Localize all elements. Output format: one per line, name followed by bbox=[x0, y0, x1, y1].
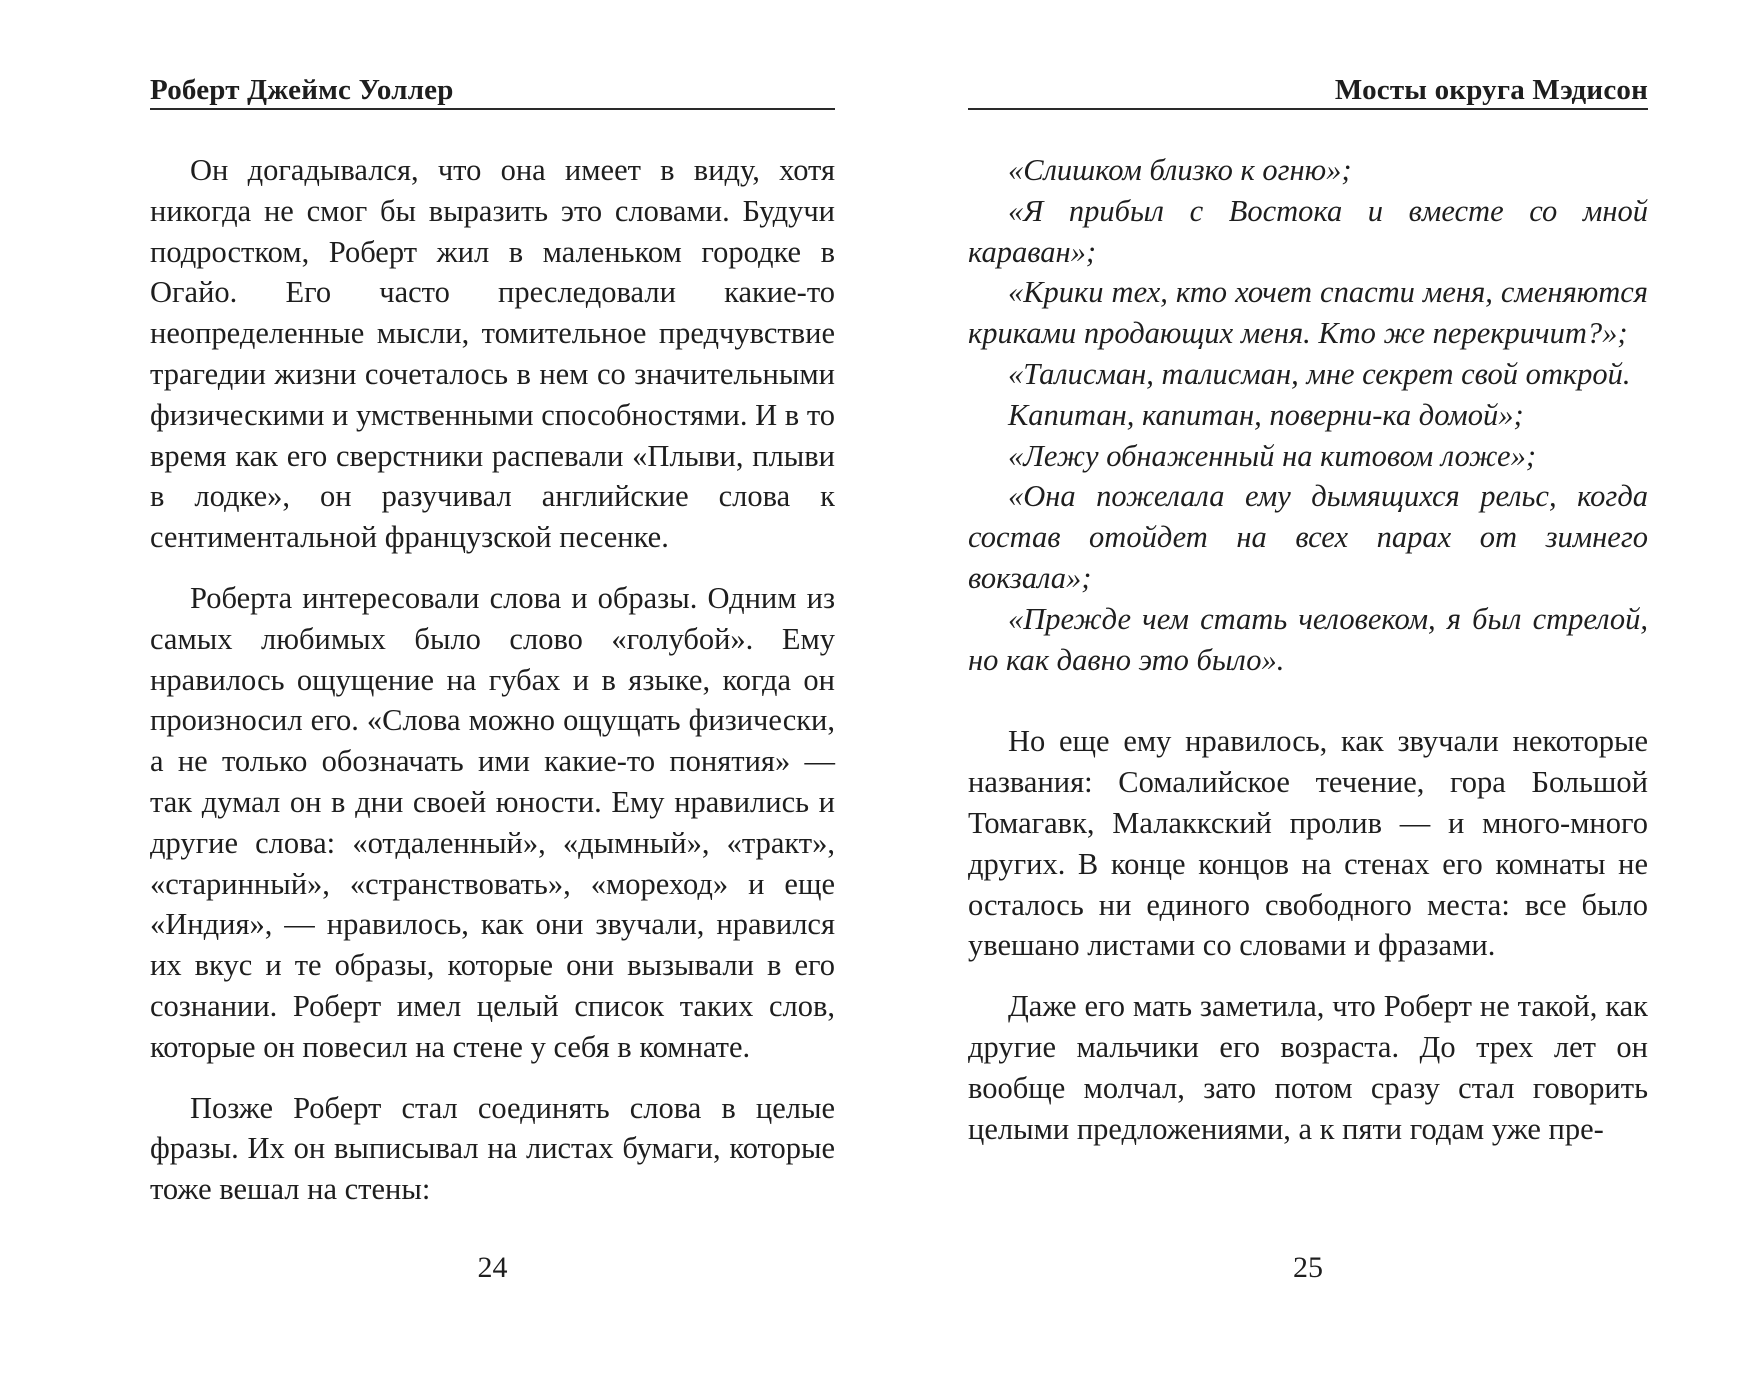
quoted-phrases bbox=[968, 150, 1648, 680]
left-page bbox=[150, 0, 835, 1386]
right-page-number: 25 bbox=[1293, 1251, 1323, 1284]
right-running-head: Мосты округа Мэдисон bbox=[968, 72, 1648, 110]
quote-5: Капитан, капитан, поверни-ка домой»; bbox=[1008, 397, 1524, 432]
quote-6: «Лежу обнаженный на китовом ложе»; bbox=[1008, 438, 1536, 473]
quote-3: «Крики тех, кто хочет спасти меня, сменяются криками продающих меня. Кто же перекричит?»; bbox=[968, 275, 1648, 351]
right-paragraph-2: Даже его мать заметила, что Роберт не такой, как другие мальчики его возраста. До трех лет он вообще молчал, зато потом сразу стал говорить целыми предложениями, а к пяти годам уже пре- bbox=[968, 989, 1648, 1146]
quote-8: «Прежде чем стать человеком, я был стрелой, но как давно это было». bbox=[968, 601, 1648, 677]
right-paragraph-1: Но еще ему нравилось, как звучали некоторые названия: Сомалийское течение, гора Большой Томагавк, Малаккский пролив — и много-много других. В конце концов на стенах его комнаты не осталось ни единого свободного места: все было увешано листами со словами и фразами. bbox=[968, 724, 1648, 963]
left-running-head: Роберт Джеймс Уоллер bbox=[150, 72, 835, 110]
quote-4: «Талисман, талисман, мне секрет свой открой. bbox=[1008, 356, 1631, 391]
right-page bbox=[968, 0, 1648, 1386]
right-page-text bbox=[968, 150, 1648, 1149]
quote-1: «Слишком близко к огню»; bbox=[1008, 153, 1352, 187]
left-page-text bbox=[150, 150, 835, 1210]
quote-7: «Она пожелала ему дымящихся рельс, когда состав отойдет на всех парах от зимнего вокзала»; bbox=[968, 479, 1648, 595]
quote-2: «Я прибыл с Востока и вместе со мной караван»; bbox=[968, 193, 1648, 269]
left-paragraph-1: Он догадывался, что она имеет в виду, хотя никогда не смог бы выразить это словами. Будучи подростком, Роберт жил в маленьком городке в Огайо. Его часто преследовали какие-то неопределенные мысли, томительное предчувствие трагедии жизни сочеталось в нем со значительными физическими и умственными способностями. И в то время как его сверстники распевали «Плыви, плыви в лодке», он разучивал английские слова к сентиментальной французской песенке. bbox=[150, 153, 835, 555]
left-page-number: 24 bbox=[477, 1251, 508, 1284]
left-paragraph-3: Позже Роберт стал соединять слова в целые фразы. Их он выписывал на листах бумаги, которые тоже вешал на стены: bbox=[150, 1090, 835, 1207]
left-paragraph-2: Роберта интересовали слова и образы. Одним из самых любимых было слово «голубой». Ему нравилось ощущение на губах и в языке, когда он произносил его. «Слова можно ощущать физически, а не только обозначать ими какие-то понятия» — так думал он в дни своей юности. Ему нравились и другие слова: «отдаленный», «дымный», «тракт», «старинный», «странствовать», «мореход» и еще «Индия», — нравилось, как они звучали, нравился их вкус и те образы, которые они вызывали в его сознании. Роберт имел целый список таких слов, которые он повесил на стене у себя в комнате. bbox=[150, 580, 835, 1064]
